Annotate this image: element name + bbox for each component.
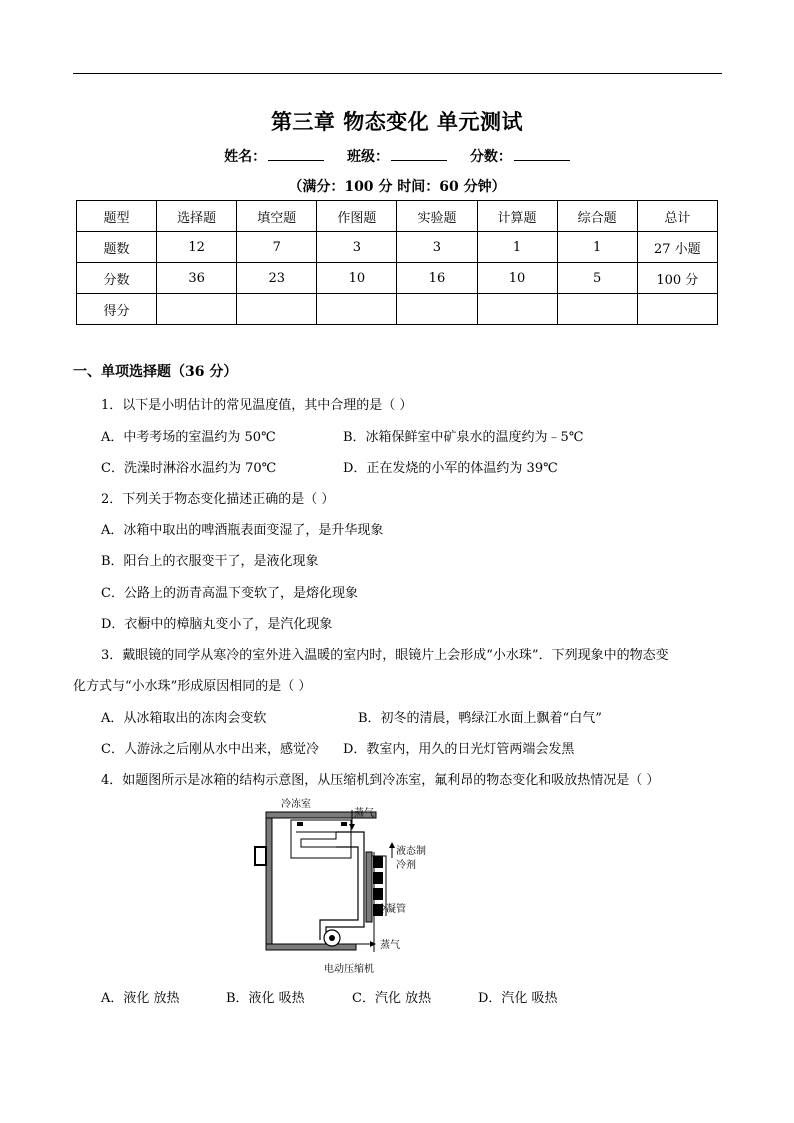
class-blank[interactable] <box>391 146 447 161</box>
question-4-option-c[interactable]: C．汽化 放热 <box>352 991 432 1006</box>
condenser-fin <box>373 888 383 900</box>
question-2-option-a[interactable]: A．冰箱中取出的啤酒瓶表面变湿了，是升华现象 <box>101 523 384 538</box>
question-3-stem: 3．戴眼镜的同学从寒冷的室外进入温暖的室内时，眼镜片上会形成“小水珠”．下列现象中的物态变 <box>101 648 669 663</box>
cabinet-left-wall <box>266 812 272 950</box>
table-cell: 100 分 <box>637 263 717 294</box>
table-cell: 得分 <box>77 294 157 325</box>
label-freezer: 冷冻室 <box>281 799 311 810</box>
question-2-option-b[interactable]: B．阳台上的衣服变干了，是液化现象 <box>101 554 319 569</box>
question-3-stem-continued: 化方式与“小水珠”形成原因相同的是（ ） <box>73 679 312 694</box>
full-score-time: （满分：100 分 时间：60 分钟） <box>288 179 506 195</box>
table-header-row <box>77 201 718 232</box>
table-cell: 3 <box>317 232 397 263</box>
question-4-option-b[interactable]: B．液化 吸热 <box>226 991 305 1006</box>
table-cell: 23 <box>237 263 317 294</box>
class-label: 班级： <box>347 149 389 165</box>
question-3-option-c[interactable]: C．人游泳之后刚从水中出来，感觉冷 <box>101 742 319 757</box>
table-cell: 12 <box>157 232 237 263</box>
label-liquid-2: 冷剂 <box>396 860 416 871</box>
question-2-option-c[interactable]: C．公路上的沥青高温下变软了，是熔化现象 <box>101 586 358 601</box>
label-liquid-1: 液态制 <box>396 846 426 857</box>
table-cell: 5 <box>557 263 637 294</box>
table-cell: 1 <box>477 232 557 263</box>
table-cell: 分数 <box>77 263 157 294</box>
question-3-option-b[interactable]: B．初冬的清晨，鸭绿江水面上飘着“白气” <box>358 711 602 726</box>
score-entry-cell[interactable] <box>317 294 397 325</box>
question-1-option-d[interactable]: D．正在发烧的小军的体温约为 39℃ <box>343 461 558 476</box>
table-cell: 综合题 <box>557 201 637 232</box>
cabinet-right-wall <box>366 852 372 922</box>
top-rule <box>73 73 722 74</box>
label-vapor-bottom: 蒸气 <box>380 940 400 951</box>
label-compressor: 电动压缩机 <box>324 964 374 975</box>
table-cell: 作图题 <box>317 201 397 232</box>
question-4-option-a[interactable]: A．液化 放热 <box>101 991 180 1006</box>
label-vapor-top: 蒸气 <box>354 808 374 819</box>
condenser-fin <box>373 872 383 884</box>
score-label: 分数： <box>469 149 512 165</box>
score-entry-cell[interactable] <box>397 294 477 325</box>
table-cell: 10 <box>477 263 557 294</box>
table-cell: 10 <box>317 263 397 294</box>
table-cell: 计算题 <box>477 201 557 232</box>
table-cell: 总计 <box>637 201 717 232</box>
question-4-stem: 4．如题图所示是冰箱的结构示意图，从压缩机到冷冻室，氟利昂的物态变化和吸放热情况是（ ） <box>101 773 660 788</box>
table-cell: 实验题 <box>397 201 477 232</box>
table-cell: 27 小题 <box>637 232 717 263</box>
table-cell: 7 <box>237 232 317 263</box>
table-cell: 36 <box>157 263 237 294</box>
condenser-fin <box>373 856 383 868</box>
question-2-stem: 2．下列关于物态变化描述正确的是（ ） <box>101 492 335 507</box>
table-cell: 题数 <box>77 232 157 263</box>
table-cell: 题型 <box>77 201 157 232</box>
name-blank[interactable] <box>268 146 324 161</box>
score-entry-cell[interactable] <box>477 294 557 325</box>
table-row <box>77 232 718 263</box>
refrigerator-diagram <box>246 792 436 978</box>
student-info <box>0 146 794 166</box>
return-pipe <box>320 847 358 940</box>
score-entry-cell[interactable] <box>237 294 317 325</box>
question-2-option-d[interactable]: D．衣橱中的樟脑丸变小了，是汽化现象 <box>101 617 333 632</box>
cabinet-bottom-wall <box>266 944 356 950</box>
page-title: 第三章 物态变化 单元测试 <box>270 109 524 134</box>
question-3-option-a[interactable]: A．从冰箱取出的冻肉会变软 <box>101 711 267 726</box>
score-table <box>76 200 718 325</box>
question-1-stem: 1．以下是小明估计的常见温度值，其中合理的是（ ） <box>101 398 413 413</box>
question-1-option-c[interactable]: C．洗澡时淋浴水温约为 70℃ <box>101 461 277 476</box>
label-condenser: 冷凝管 <box>376 904 406 915</box>
score-blank[interactable] <box>514 146 570 161</box>
question-4-option-d[interactable]: D．汽化 吸热 <box>478 991 558 1006</box>
door-handle <box>255 847 266 865</box>
question-3-option-d[interactable]: D．教室内，用久的日光灯管两端会发黑 <box>343 742 575 757</box>
score-entry-cell[interactable] <box>637 294 717 325</box>
table-cell: 选择题 <box>157 201 237 232</box>
table-cell: 16 <box>397 263 477 294</box>
section-heading: 一、单项选择题（36 分） <box>73 364 238 380</box>
table-cell: 3 <box>397 232 477 263</box>
table-row <box>77 263 718 294</box>
table-cell: 1 <box>557 232 637 263</box>
question-1-option-a[interactable]: A．中考考场的室温约为 50℃ <box>101 430 276 445</box>
name-label: 姓名： <box>224 149 267 165</box>
score-entry-cell[interactable] <box>557 294 637 325</box>
table-cell: 填空题 <box>237 201 317 232</box>
score-entry-cell[interactable] <box>157 294 237 325</box>
question-1-option-b[interactable]: B．冰箱保鲜室中矿泉水的温度约为﹣5℃ <box>343 430 584 445</box>
table-row <box>77 294 718 325</box>
